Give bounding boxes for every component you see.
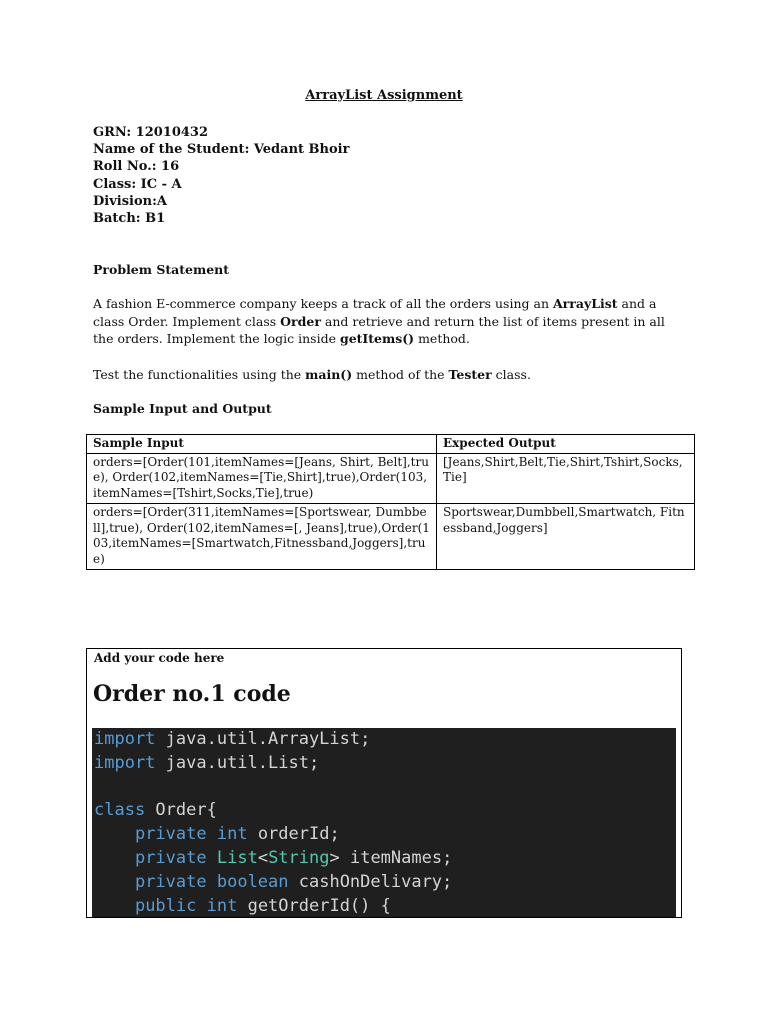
header-sample-input: Sample Input	[87, 435, 437, 454]
keyword: int	[206, 895, 238, 916]
code-line	[92, 752, 676, 776]
text-run: Test the functionalities using the	[93, 367, 306, 382]
keyword: import	[94, 752, 156, 773]
expected-output-cell: [Jeans,Shirt,Belt,Tie,Shirt,Tshirt,Socks,Tie]	[437, 453, 695, 504]
sample-input-cell: orders=[Order(101,itemNames=[Jeans, Shirt, Belt],true), Order(102,itemNames=[Tie,Shirt],true),Order(103,itemNames=[Tshirt,Socks,Tie],true)	[87, 453, 437, 504]
sample-io-table	[86, 434, 695, 570]
expected-output-cell: Sportswear,Dumbbell,Smartwatch, Fitnessband,Joggers]	[437, 504, 695, 570]
code-text: itemNames;	[339, 847, 453, 868]
bold-main: main()	[305, 367, 353, 382]
text-run: and retrieve and return the list of items present in all the orders. Implement the logic inside	[93, 313, 665, 346]
code-text: java.util.ArrayList;	[155, 729, 371, 749]
sample-input-cell: orders=[Order(311,itemNames=[Sportswear, Dumbbell],true), Order(102,itemNames=[, Jeans],true),Order(103,itemNames=[Smartwatch,Fitnessband,Joggers],true)	[87, 504, 437, 570]
type-name: String	[268, 847, 330, 868]
code-text: orderId;	[247, 824, 340, 845]
code-text: getOrderId() {	[237, 895, 391, 916]
keyword: int	[216, 824, 248, 845]
sample-io-heading: Sample Input and Output	[93, 401, 272, 416]
code-line	[92, 823, 676, 847]
code-text: java.util.List;	[155, 752, 320, 773]
code-heading: Order no.1 code	[93, 681, 291, 707]
bold-arraylist: ArrayList	[552, 296, 618, 311]
batch-line: Batch: B1	[93, 211, 166, 227]
keyword: class	[94, 800, 146, 821]
text-run: and a class Order. Implement class	[93, 296, 657, 329]
keyword: import	[94, 729, 156, 749]
roll-no-line: Roll No.: 16	[93, 159, 180, 175]
document-title: ArrayList Assignment	[305, 88, 463, 103]
problem-statement-text	[93, 295, 683, 348]
text-run: method.	[414, 331, 470, 346]
student-name-line: Name of the Student: Vedant Bhoir	[93, 142, 350, 158]
text-run: A fashion E-commerce company keeps a track of all the orders using an	[93, 296, 553, 311]
problem-statement-heading: Problem Statement	[93, 262, 230, 277]
code-line	[92, 728, 676, 752]
text-run: class.	[491, 367, 531, 382]
bold-tester: Tester	[448, 367, 492, 382]
class-line: Class: IC - A	[93, 176, 182, 192]
keyword: private	[134, 847, 207, 868]
code-text: cashOnDelivary;	[288, 871, 453, 892]
code-line-blank	[92, 776, 676, 800]
grn-line: GRN: 12010432	[93, 125, 209, 140]
keyword: private	[134, 824, 207, 845]
type-name: List	[216, 847, 258, 868]
keyword: private	[134, 871, 207, 892]
table-row	[87, 453, 695, 504]
keyword: boolean	[216, 871, 289, 892]
division-line: Division:A	[93, 193, 167, 209]
code-section-box	[86, 648, 682, 918]
code-line	[92, 847, 676, 871]
bold-getitems: getItems()	[339, 331, 415, 346]
code-editor-screenshot	[92, 728, 676, 918]
code-text: Order{	[145, 800, 217, 821]
student-info	[93, 124, 349, 227]
bold-order: Order	[280, 313, 321, 329]
keyword: public	[134, 895, 197, 916]
code-line	[92, 799, 676, 823]
text-run: method of the	[352, 367, 449, 382]
code-text: >	[329, 847, 340, 868]
code-line	[92, 895, 676, 918]
header-expected-output: Expected Output	[437, 435, 695, 454]
code-line	[92, 871, 676, 895]
code-text: <	[257, 847, 269, 868]
table-header-row	[87, 435, 695, 454]
test-functionalities-text	[93, 366, 683, 384]
table-row	[87, 504, 695, 570]
add-code-label: Add your code here	[94, 651, 225, 665]
